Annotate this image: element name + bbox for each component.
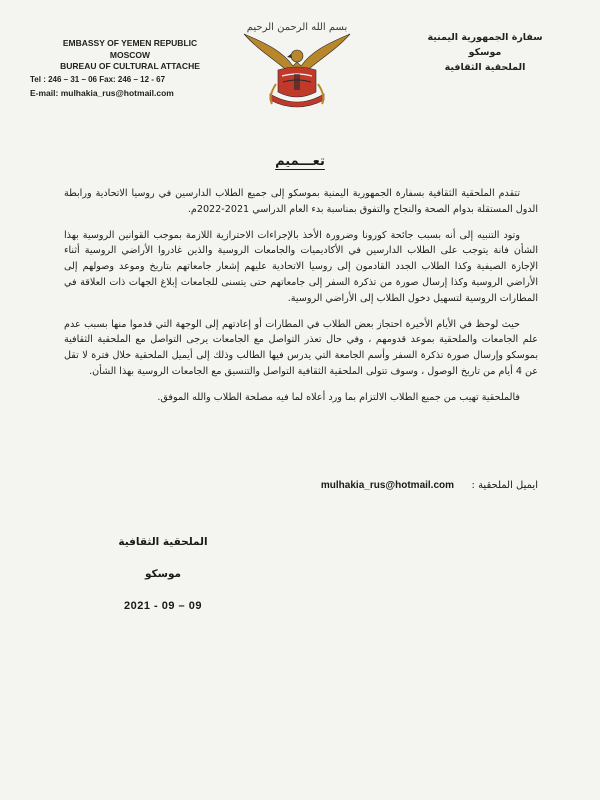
letterhead-en-line1: EMBASSY OF YEMEN REPUBLIC [62,38,198,48]
attache-email-line [280,480,538,491]
circular-title [0,154,600,169]
signature-office: الملحقية الثقافية [118,536,208,548]
body-paragraph-1: تتقدم الملحقية الثقافية بسفارة الجمهورية اليمنية بموسكو إلى جميع الطلاب الدارسين في روسيا الاتحادية ورابطة الدول المستقلة بدوام الصحة والنجاح والتفوق بمناسبة بدء العام الدراسي 2021-2022م. [64,188,538,215]
letterhead-en-line2: MOSCOW [109,49,151,60]
letterhead-tel-fax: Tel : 246 – 31 – 06 Fax: 246 – 12 - 67 [30,74,166,84]
body-paragraph-2: وتود التنبيه إلى أنه بسبب جائحة كورونا وضرورة الأخذ بالإجراءات الاحترازية اللازمة بموجب القوانين الروسية بهذا الشأن فانة يتوجب على الطلاب الدارسين في الأكاديميات والجامعات الروسية والذين غادروا الأراضي الروسية أثناء الإجازة الصيفية وكذا الطلاب الجدد القادمون إلى روسيا الاتحادية عليهم إشعار جامعاتهم بتاريخ وموعد وصولهم إلى الأراضي الروسية وكذا إرسال صورة من تذكرة السفر إلى جامعاتهم حتى يتسنى للجامعات إبلاغ الجهات ذات العلاقة في المطارات الروسية لتسهيل دخول الطلاب إلى الأراضي الروسية. [64,229,538,304]
letter-body [64,186,538,410]
basmala-text: بسم الله الرحمن الرحيم [246,22,348,33]
circular-title-text: تعـــميم [275,154,325,169]
attache-email-label: ايميل الملحقية : [471,480,538,491]
signature-date: 2021 - 09 – 09 [124,600,202,612]
letterhead-ar-line1: سفارة الجمهورية اليمنية [427,32,543,43]
english-letterhead [30,38,230,100]
arabic-letterhead [420,30,550,75]
body-paragraph-4: فالملحقية تهيب من جميع الطلاب الالتزام بما ورد أعلاه لما فيه مصلحة الطلاب والله الموفق. [157,391,520,403]
signature-block [108,536,218,612]
attache-email-address[interactable]: mulhakia_rus@hotmail.com [320,480,455,491]
yemen-eagle-emblem-icon [238,14,356,114]
letterhead-ar-line3: الملحقية الثقافية [444,62,526,73]
body-paragraph-3: حيث لوحظ في الأيام الأخيرة احتجاز بعض الطلاب في المطارات أو إعادتهم إلى الوجهة التي قدموا منها بسبب عدم علم الجامعات والملحقية بموعد قدومهم ، وفي حال تعذر التواصل مع الجامعات يرجى التواصل مع الملحقية الثقافية بموسكو وإرسال صورة تذكرة السفر وأسم الجامعة التي يدرس فيها الطالب وذلك إلى أيميل الملحقية خلال فترة لا تقل عن 4 أيام من تاريخ الوصول ، وسوف تتولى الملحقية الثقافية التواصل والتنسيق مع الجامعات الروسية بهذا الشأن. [64,318,538,377]
signature-city: موسكو [144,568,182,580]
letterhead-en-line3: BUREAU OF CULTURAL ATTACHE [60,61,200,71]
letterhead-ar-line2: موسكو [468,47,502,58]
letterhead-email: E-mail: mulhakia_rus@hotmail.com [30,88,174,98]
